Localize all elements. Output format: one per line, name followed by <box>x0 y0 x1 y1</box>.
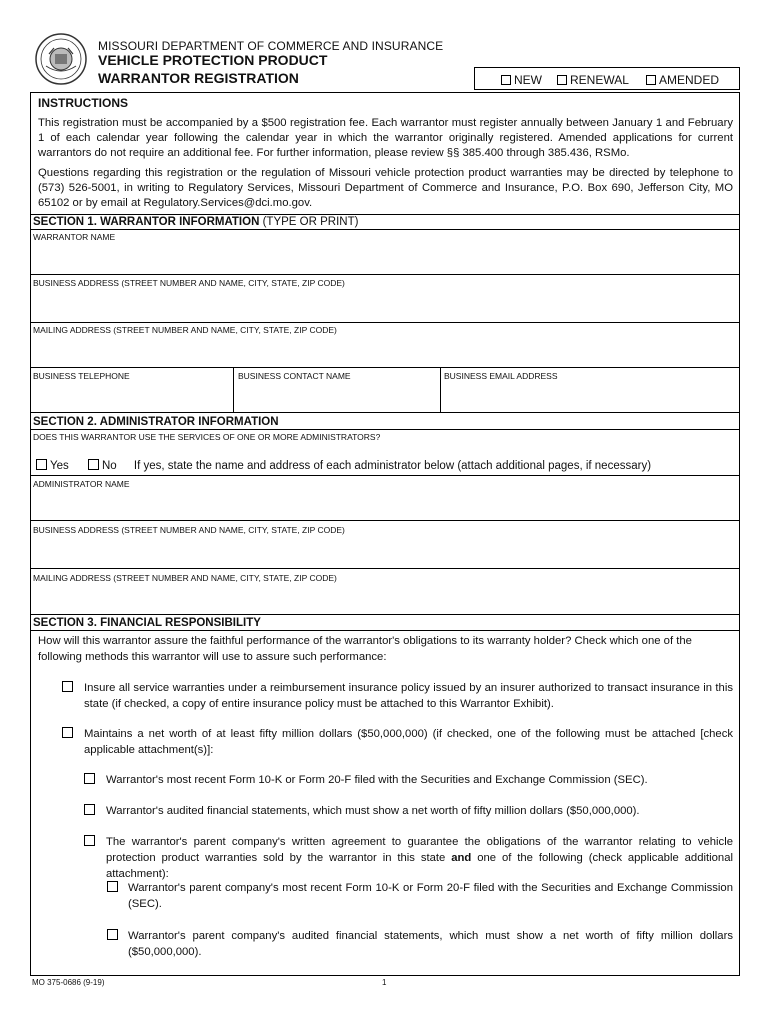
filing-type-new[interactable]: NEW <box>501 73 542 87</box>
business-contact-label: BUSINESS CONTACT NAME <box>238 371 351 381</box>
section1-heading: SECTION 1. WARRANTOR INFORMATION (TYPE OR PRINT) <box>33 216 359 228</box>
instructions-heading: INSTRUCTIONS <box>38 96 128 110</box>
financial-question: How will this warrantor assure the faithful performance of the warrantor's obligations to its warranty holder? Check which one of the following methods this warrantor will use to assure such performance: <box>38 635 692 663</box>
checkbox-parent-audited[interactable] <box>107 929 118 940</box>
yes-option[interactable]: Yes <box>36 460 69 472</box>
filing-type-renewal[interactable]: RENEWAL <box>557 73 629 87</box>
business-address-label: BUSINESS ADDRESS (STREET NUMBER AND NAME, CITY, STATE, ZIP CODE) <box>33 278 345 288</box>
warrantor-name-field[interactable] <box>31 243 739 273</box>
admin-business-address-label: BUSINESS ADDRESS (STREET NUMBER AND NAME, CITY, STATE, ZIP CODE) <box>33 525 345 535</box>
option-parent-audited: Warrantor's parent company's audited financial statements, which must show a net worth of fifty million dollars ($50,000,000). <box>128 930 733 958</box>
warrantor-name-label: WARRANTOR NAME <box>33 232 116 242</box>
administrator-name-label: ADMINISTRATOR NAME <box>33 479 130 489</box>
administrator-name-field[interactable] <box>31 491 739 519</box>
filing-type-box <box>474 67 740 90</box>
checkbox-amended[interactable] <box>646 75 656 85</box>
business-telephone-field[interactable] <box>31 383 231 410</box>
checkbox-insure[interactable] <box>62 681 73 692</box>
option-sub-audited: Warrantor's audited financial statements, which must show a net worth of fifty million dollars ($50,000,000). <box>106 805 640 817</box>
option-sub-parent: The warrantor's parent company's written agreement to guarantee the obligations of the warrantor relating to vehicle protection product warranties sold by the warrantor in this state and one of the following (check applicable additional attachment): <box>106 836 733 880</box>
mailing-address-field[interactable] <box>31 337 739 367</box>
divider <box>30 614 740 615</box>
option-insure: Insure all service warranties under a reimbursement insurance policy issued by an insurer authorized to transact insurance in this state (if checked, a copy of entire insurance policy must be attached to this Warrantor Exhibit). <box>84 682 733 710</box>
divider <box>30 322 740 323</box>
checkbox-networth[interactable] <box>62 727 73 738</box>
divider <box>30 367 740 368</box>
admin-business-address-field[interactable] <box>31 537 739 565</box>
checkbox-parent-10k[interactable] <box>107 881 118 892</box>
business-contact-field[interactable] <box>235 383 438 410</box>
administrator-question: DOES THIS WARRANTOR USE THE SERVICES OF ONE OR MORE ADMINISTRATORS? <box>33 432 381 442</box>
divider <box>440 367 441 412</box>
checkbox-sub-10k[interactable] <box>84 773 95 784</box>
mailing-address-label: MAILING ADDRESS (STREET NUMBER AND NAME, CITY, STATE, ZIP CODE) <box>33 325 337 335</box>
checkbox-renewal[interactable] <box>557 75 567 85</box>
divider <box>30 229 740 230</box>
checkbox-new[interactable] <box>501 75 511 85</box>
checkbox-sub-audited[interactable] <box>84 804 95 815</box>
divider <box>30 475 740 476</box>
divider <box>30 214 740 215</box>
option-sub-10k: Warrantor's most recent Form 10-K or Form 20-F filed with the Securities and Exchange Commission (SEC). <box>106 774 648 786</box>
department-name: MISSOURI DEPARTMENT OF COMMERCE AND INSURANCE <box>98 39 444 53</box>
option-parent-10k: Warrantor's parent company's most recent Form 10-K or Form 20-F filed with the Securities and Exchange Commission (SEC). <box>128 882 733 910</box>
instructions-paragraph-1: This registration must be accompanied by a $500 registration fee. Each warrantor must register annually between January 1 and February 1 of each calendar year following the calendar year in which the warrantor originally registered. Amended applications for current warrantors do not require an additional fee. For further information, please review §§ 385.400 through 385.436, RSMo. <box>38 117 733 159</box>
state-seal-icon <box>34 32 88 86</box>
form-title-line2: WARRANTOR REGISTRATION <box>98 70 299 86</box>
option-networth: Maintains a net worth of at least fifty million dollars ($50,000,000) (if checked, one of the following must be attached [check applicable attachment(s)]: <box>84 728 733 756</box>
administrator-yes-no <box>36 459 651 472</box>
instructions-paragraph-2: Questions regarding this registration or the regulation of Missouri vehicle protection product warranties may be directed by telephone to (573) 526-5001, in writing to Regulatory Services, Missouri Department of Commerce and Insurance, P.O. Box 690, Jefferson City, MO 65102 or by email at Regulatory.Services@dci.mo.gov. <box>38 167 733 209</box>
admin-mailing-address-field[interactable] <box>31 585 739 613</box>
business-email-label: BUSINESS EMAIL ADDRESS <box>444 371 558 381</box>
business-email-field[interactable] <box>442 383 738 410</box>
divider <box>30 274 740 275</box>
divider <box>30 568 740 569</box>
checkbox-yes[interactable] <box>36 459 47 470</box>
divider <box>30 429 740 430</box>
admin-mailing-address-label: MAILING ADDRESS (STREET NUMBER AND NAME, CITY, STATE, ZIP CODE) <box>33 573 337 583</box>
divider <box>30 520 740 521</box>
filing-type-amended[interactable]: AMENDED <box>646 73 719 87</box>
page-number: 1 <box>382 978 387 987</box>
checkbox-sub-parent[interactable] <box>84 835 95 846</box>
no-option[interactable]: No <box>88 460 117 472</box>
checkbox-no[interactable] <box>88 459 99 470</box>
divider <box>30 630 740 631</box>
section2-heading: SECTION 2. ADMINISTRATOR INFORMATION <box>33 416 279 428</box>
section3-heading: SECTION 3. FINANCIAL RESPONSIBILITY <box>33 617 261 629</box>
if-yes-instruction: If yes, state the name and address of each administrator below (attach additional pages, if necessary) <box>133 460 652 472</box>
business-address-field[interactable] <box>31 290 739 320</box>
divider <box>233 367 234 412</box>
form-title-line1: VEHICLE PROTECTION PRODUCT <box>98 52 328 68</box>
form-number: MO 375-0686 (9-19) <box>32 978 105 987</box>
divider <box>30 412 740 413</box>
business-telephone-label: BUSINESS TELEPHONE <box>33 371 130 381</box>
